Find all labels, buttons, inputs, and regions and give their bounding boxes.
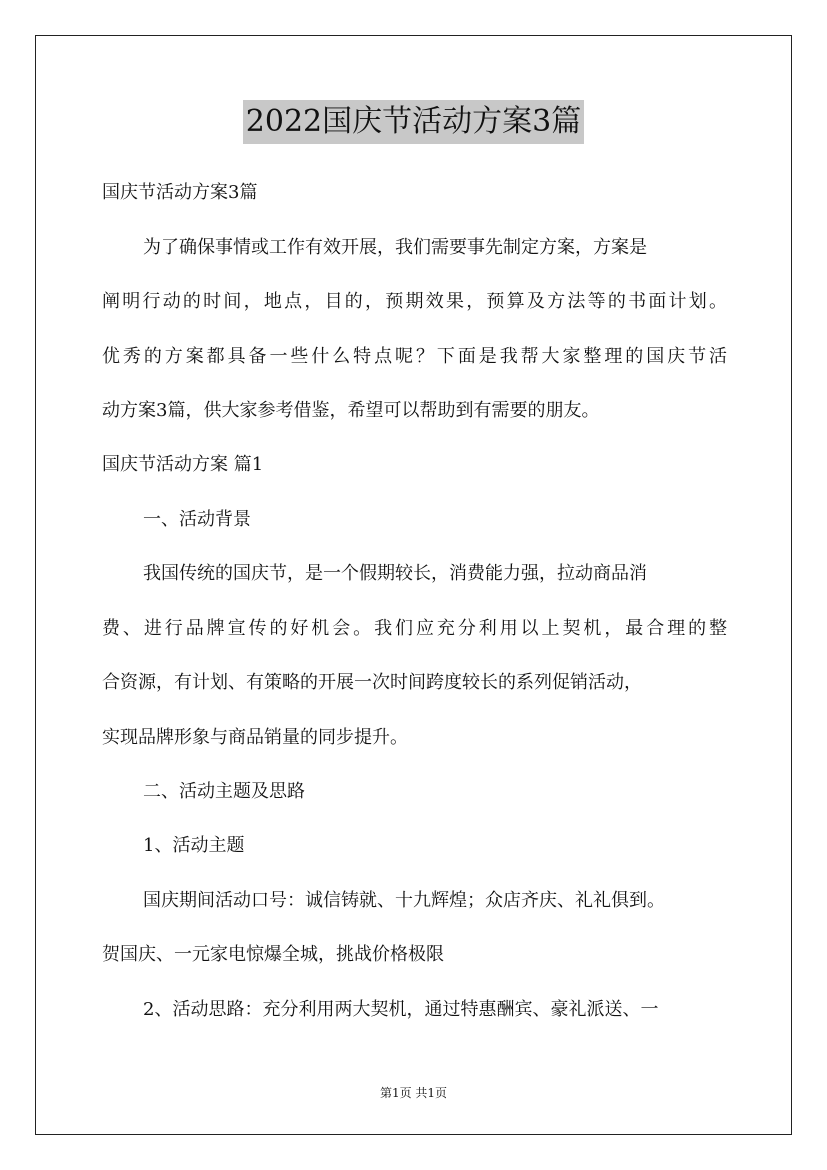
paragraph-line: 我国传统的国庆节，是一个假期较长，消费能力强，拉动商品消 xyxy=(143,563,647,584)
paragraph-line: 费、进行品牌宣传的好机会。我们应充分利用以上契机，最合理的整 xyxy=(102,618,727,639)
paragraph-line: 2、活动思路：充分利用两大契机，通过特惠酬宾、豪礼派送、一 xyxy=(143,999,659,1020)
paragraph-line: 为了确保事情或工作有效开展，我们需要事先制定方案，方案是 xyxy=(143,237,647,258)
subtitle-line: 国庆节活动方案3篇 xyxy=(102,182,258,203)
section-heading: 国庆节活动方案 篇1 xyxy=(102,454,264,475)
paragraph-line: 实现品牌形象与商品销量的同步提升。 xyxy=(102,727,408,748)
section-heading: 一、活动背景 xyxy=(143,509,251,530)
paragraph-line: 阐明行动的时间，地点，目的，预期效果，预算及方法等的书面计划。 xyxy=(102,291,727,312)
document-title: 2022国庆节活动方案3篇 xyxy=(243,100,584,144)
paragraph-line: 国庆期间活动口号：诚信铸就、十九辉煌；众店齐庆、礼礼俱到。 xyxy=(143,890,665,911)
section-heading: 二、活动主题及思路 xyxy=(143,781,305,802)
paragraph-line: 优秀的方案都具备一些什么特点呢？下面是我帮大家整理的国庆节活 xyxy=(102,346,727,367)
title-container xyxy=(0,100,827,144)
section-heading: 1、活动主题 xyxy=(143,835,245,856)
page-footer: 第1页 共1页 xyxy=(379,1086,448,1100)
paragraph-line: 贺国庆、一元家电惊爆全城，挑战价格极限 xyxy=(102,944,444,965)
paragraph-line: 动方案3篇，供大家参考借鉴，希望可以帮助到有需要的朋友。 xyxy=(102,400,600,421)
paragraph-line: 合资源，有计划、有策略的开展一次时间跨度较长的系列促销活动， xyxy=(102,672,642,693)
